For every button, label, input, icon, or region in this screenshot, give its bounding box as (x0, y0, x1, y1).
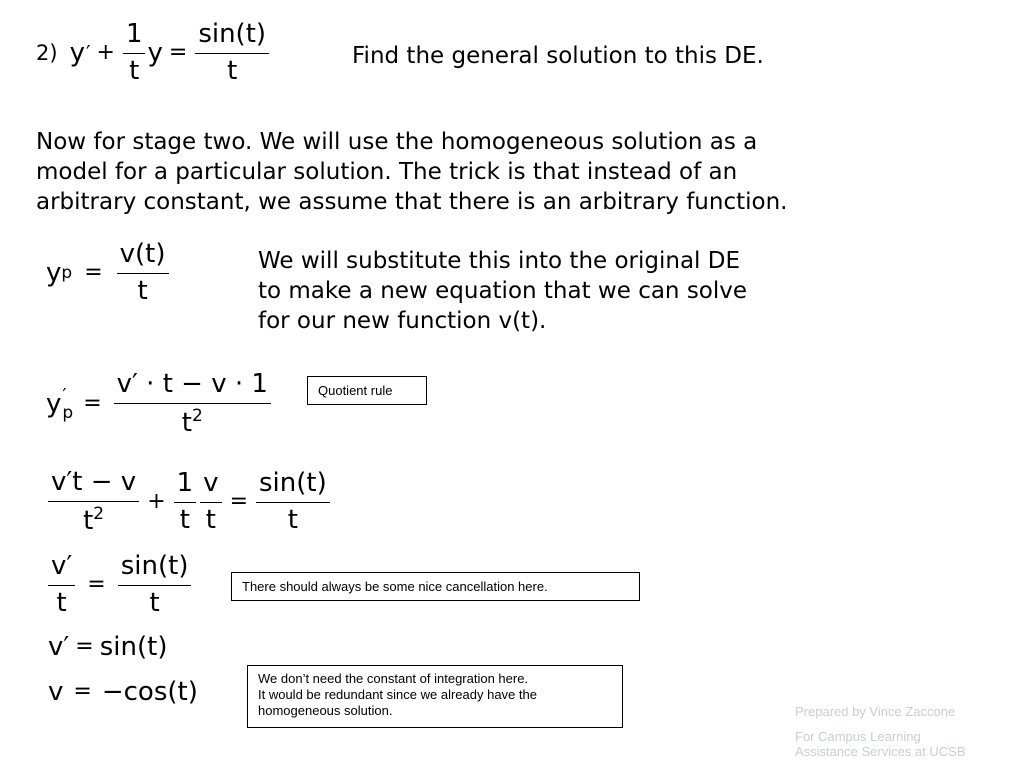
fraction-one-over-t: $\frac{1}{t}$ (123, 20, 146, 87)
fraction-sin-over-t: $\frac{\sin(t)}{t}$ (195, 20, 269, 87)
problem-number: 2) (36, 40, 58, 65)
substituted-equation: $\frac{v't - v}{t^2}$ + $\frac{1}{t}$ $\frac{v}{t}$ = $\frac{\sin(t)}{t}$ (46, 468, 332, 537)
vprime-equation: v′ = sin(t) (48, 632, 168, 662)
v-solution-equation: v = −cos(t) (48, 677, 198, 707)
problem-prompt: Find the general solution to this DE. (352, 43, 764, 69)
footer-credit: Prepared by Vince Zaccone For Campus Learning Assistance Services at UCSB (795, 704, 966, 759)
yp-derivative: y ′ p = $\frac{v' \cdot t - v \cdot 1}{t^2}$ (46, 370, 273, 439)
cancellation-note: There should always be some nice cancellation here. (231, 572, 640, 601)
intro-paragraph: Now for stage two. We will use the homogeneous solution as a model for a particular solution. The trick is that instead of an arbitrary constant, we assume that there is an arbitrary function. (36, 129, 788, 215)
integration-constant-note: We don’t need the constant of integration here. It would be redundant since we already have the homogeneous solution. (247, 665, 623, 728)
quotient-rule-note: Quotient rule (307, 376, 427, 405)
substitute-explanation: We will substitute this into the original DE to make a new equation that we can solve for our new function v(t). (258, 248, 748, 334)
cancelled-equation: $\frac{v'}{t}$ = $\frac{\sin(t)}{t}$ (46, 552, 193, 619)
yp-definition: y p = $\frac{v(t)}{t}$ (46, 240, 171, 307)
problem-equation: 2) y ′ + $\frac{1}{t}$ y = $\frac{\sin(t)}{t}$ (36, 20, 271, 87)
